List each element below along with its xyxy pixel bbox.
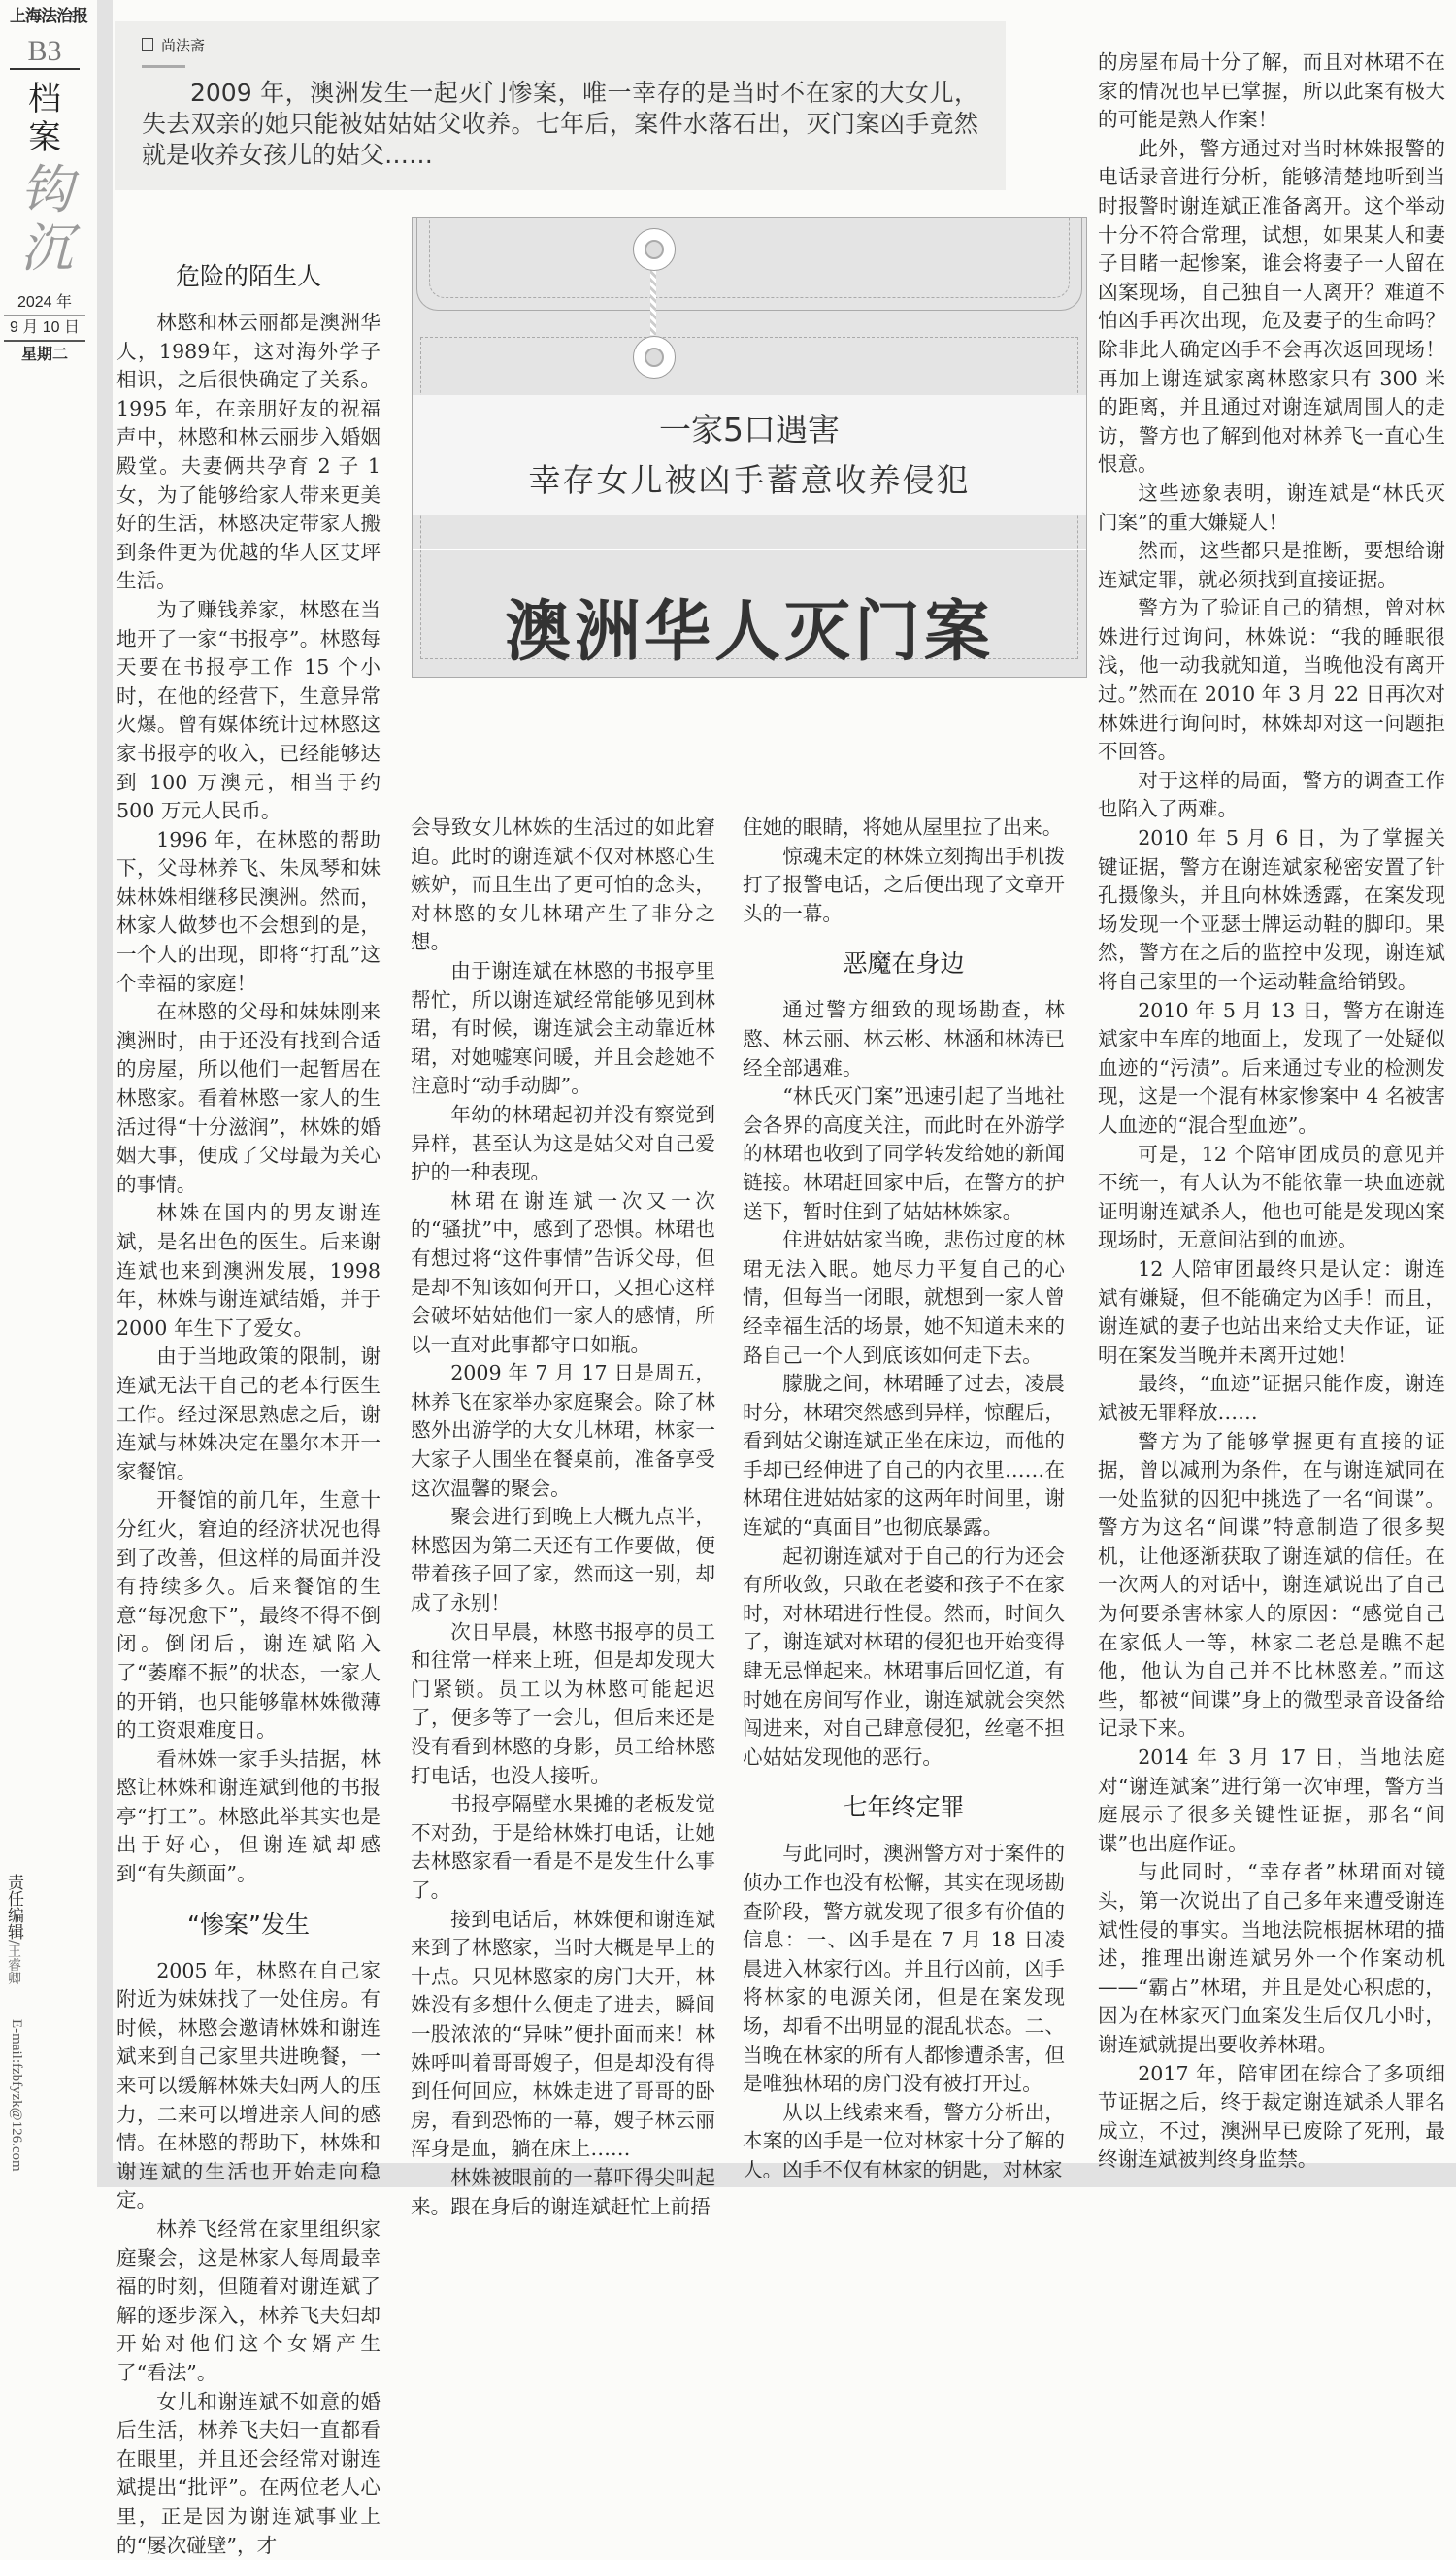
article-paragraph: 此外，警方通过对当时林姝报警的电话录音进行分析，能够清楚地听到当时报警时谢连斌正准备离开。这个举动十分不符合常理，试想，如果某人和妻子目睹一起惨案，谁会将妻子一人留在凶案现场，自己独自一人离开？难道不怕凶手再次出现，危及妻子的生命吗？除非此人确定凶手不会再次返回现场！再加上谢连斌家离林愍家只有 300 米的距离，并且通过对谢连斌周围人的走访，警方也了解到他对林养飞一直心生恨意。 <box>1098 136 1445 477</box>
article-paragraph: 为了赚钱养家，林愍在当地开了一家“书报亭”。林愍每天要在书报亭工作 15 个小时，在他的经营下，生意异常火爆。曾有媒体统计过林愍这家书报亭的收入，已经能够达到 100 万澳元，相当于约 500 万元人民币。 <box>116 597 381 823</box>
article-paragraph: 看林姝一家手头拮据，林愍让林姝和谢连斌到他的书报亭“打工”。林愍此举其实也是出于好心，但谢连斌却感到“有失颜面”。 <box>116 1746 381 1886</box>
article-paragraph: 2014 年 3 月 17 日，当地法庭对“谢连斌案”进行第一次审理，警方当庭展示了很多关键性证据，那名“间谍”也出庭作证。 <box>1098 1745 1445 1855</box>
article-paragraph: 在林愍的父母和妹妹刚来澳洲时，由于还没有找到合适的房屋，所以他们一起暂居在林愍家。看着林愍一家人的生活过得“十分滋润”，林姝的婚姻大事，便成了父母最为关心的事情。 <box>116 1000 381 1196</box>
article-paragraph: 林姝被眼前的一幕吓得尖叫起来。跟在身后的谢连斌赶忙上前捂 <box>411 2165 715 2218</box>
article-paragraph: 会导致女儿林姝的生活过的如此窘迫。此时的谢连斌不仅对林愍心生嫉妒，而且生出了更可怕的念头，对林愍的女儿林珺产生了非分之想。 <box>411 815 715 954</box>
headline-title: 澳洲华人灭门案 <box>504 593 994 671</box>
section-heading: “惨案”发生 <box>187 1910 310 1939</box>
article-paragraph: 最终，“血迹”证据只能作废，谢连斌被无罪释放…… <box>1098 1372 1445 1424</box>
article-column-2 <box>411 814 715 2221</box>
article-paragraph: 朦胧之间，林珺睡了过去，凌晨时分，林珺突然感到异样，惊醒后，看到姑父谢连斌正坐在床边，而他的手却已经伸进了自己的内衣里……在林珺住进姑姑家的这两年时间里，谢连斌的“真面目”也彻底暴露。 <box>743 1372 1065 1540</box>
column-name-secondary: 钩沉 <box>20 159 73 279</box>
square-icon <box>142 38 153 51</box>
article-paragraph: 林养飞经常在家里组织家庭聚会，这是林家人每周最幸福的时刻，但随着对谢连斌了解的逐步深入，林养飞夫妇却开始对他们这个女婿产生了“看法”。 <box>116 2217 381 2384</box>
eyelet-icon <box>633 336 676 379</box>
article-paragraph: “林氏灭门案”迅速引起了当地社会各界的高度关注，而此时在外游学的林珺也收到了同学转发给她的新闻链接。林珺赶回家中后，在警方的护送下，暂时住到了姑姑林姝家。 <box>743 1084 1065 1223</box>
flap-stitching <box>429 217 1070 298</box>
article-paragraph: 2010 年 5 月 13 日，警方在谢连斌家中车库的地面上，发现了一处疑似血迹的“污渍”。后来通过专业的检测发现，这是一个混有林家惨案中 4 名被害人血迹的“混合型血迹”。 <box>1098 998 1445 1137</box>
intro-label <box>142 35 206 68</box>
article-paragraph: 林珺在谢连斌一次又一次的“骚扰”中，感到了恐惧。林珺也有想过将“这件事情”告诉父母，但是却不知该如何开口，又担心这样会破坏姑姑他们一家人的感情，所以一直对此事都守口如瓶。 <box>411 1188 715 1356</box>
eyelet-icon <box>633 228 676 271</box>
article-paragraph: 的房屋布局十分了解，而且对林珺不在家的情况也早已掌握，所以此案有极大的可能是熟人作案！ <box>1098 50 1445 132</box>
article-paragraph: 1996 年，在林愍的帮助下，父母林养飞、朱凤琴和妹妹林姝相继移民澳洲。然而，林家人做梦也不会想到的是，一个人的出现，即将“打乱”这个幸福的家庭！ <box>116 827 381 995</box>
intro-text: 2009 年，澳洲发生一起灭门惨案，唯一幸存的是当时不在家的大女儿，失去双亲的她只能被姑姑姑父收养。七年后，案件水落石出，灭门案凶手竟然就是收养女孩儿的姑父…… <box>142 79 978 169</box>
article-paragraph: 接到电话后，林姝便和谢连斌来到了林愍家，当时大概是早上的十点。只见林愍家的房门大开，林姝没有多想什么便走了进去，瞬间一股浓浓的“异味”便扑面而来！林姝呼叫着哥哥嫂子，但是却没有得到任何回应，林姝走进了哥哥的卧房，看到恐怖的一幕，嫂子林云丽浑身是血，躺在床上…… <box>411 1907 715 2161</box>
date-year: 2024 年 <box>4 291 85 316</box>
article-paragraph: 警方为了验证自己的猜想，曾对林姝进行过询问，林姝说：“我的睡眠很浅，他一动我就知道，当晚他没有离开过。”然而在 2010 年 3 月 22 日再次对林姝进行询问时，林姝却对这一问题拒不回答。 <box>1098 596 1445 764</box>
envelope-string <box>650 267 656 335</box>
article-paragraph: 开餐馆的前几年，生意十分红火，窘迫的经济状况也得到了改善，但这样的局面并没有持续多久。后来餐馆的生意“每况愈下”，最终不得不倒闭。倒闭后，谢连斌陷入了“萎靡不振”的状态，一家人的开销，也只能够靠林姝微薄的工资艰难度日。 <box>116 1488 381 1743</box>
article-paragraph: 起初谢连斌对于自己的行为还会有所收敛，只敢在老婆和孩子不在家时，对林珺进行性侵。然而，时间久了，谢连斌对林珺的侵犯也开始变得肆无忌惮起来。林珺事后回忆道，有时她在房间写作业，谢连斌就会突然闯进来，对自己肆意侵犯，丝毫不担心姑姑发现他的恶行。 <box>743 1544 1065 1769</box>
article-paragraph: 女儿和谢连斌不如意的婚后生活，林养飞夫妇一直都看在眼里，并且还会经常对谢连斌提出“批评”。在两位老人心里，正是因为谢连斌事业上的“屡次碰壁”，才 <box>116 2389 381 2557</box>
editor-credit <box>2 1874 23 1985</box>
section-heading: 危险的陌生人 <box>175 262 321 290</box>
article-paragraph: 然而，这些都只是推断，要想给谢连斌定罪，就必须找到直接证据。 <box>1098 539 1445 591</box>
article-paragraph: 2017 年，陪审团在综合了多项细节证据之后，终于裁定谢连斌杀人罪名成立，不过，澳洲早已废除了死刑，最终谢连斌被判终身监禁。 <box>1098 2061 1445 2172</box>
article-paragraph: 由于当地政策的限制，谢连斌无法干自己的老本行医生工作。经过深思熟虑之后，谢连斌与林姝决定在墨尔本开一家餐馆。 <box>116 1345 381 1483</box>
headline-subtitle-1: 一家5口遇害 <box>659 411 840 449</box>
envelope-flap <box>416 217 1082 311</box>
article-paragraph: 住她的眼睛，将她从屋里拉了出来。 <box>743 815 1063 839</box>
section-heading: 七年终定罪 <box>843 1793 965 1822</box>
article-paragraph: 林愍和林云丽都是澳洲华人，1989年，这对海外学子相识，之后很快确定了关系。1995 年，在亲朋好友的祝福声中，林愍和林云丽步入婚姻殿堂。夫妻俩共孕育 2 子 1 女，为了能够给家人带来更美好的生活，林愍决定带家人搬到条件更为优越的华人区艾坪生活。 <box>116 311 381 593</box>
article-paragraph: 住进姑姑家当晚，悲伤过度的林珺无法入眠。她尽力平复自己的心情，但每当一闭眼，就想到一家人曾经幸福生活的场景，她不知道未来的路自己一个人到底该如何走下去。 <box>743 1228 1065 1367</box>
intro-box <box>115 21 1006 190</box>
page-sidebar <box>0 0 97 2187</box>
column-name-primary: 档案 <box>28 80 61 157</box>
headline-subtitle-2: 幸存女儿被凶手蓄意收养侵犯 <box>528 461 971 499</box>
article-paragraph: 2005 年，林愍在自己家附近为妹妹找了一处住房。有时候，林愍会邀请林姝和谢连斌来到自己家里共进晚餐，一来可以缓解林姝夫妇两人的压力，二来可以增进亲人间的感情。在林愍的帮助下，林姝和谢连斌的生活也开始走向稳定。 <box>116 1958 381 2212</box>
headline-envelope-graphic <box>412 217 1087 678</box>
article-paragraph: 从以上线索来看，警方分析出，本案的凶手是一位对林家十分了解的人。凶手不仅有林家的钥匙，对林家 <box>743 2100 1065 2181</box>
article-paragraph: 由于谢连斌在林愍的书报亭里帮忙，所以谢连斌经常能够见到林珺，有时候，谢连斌会主动靠近林珺，对她嘘寒问暖，并且会趁她不注意时“动手动脚”。 <box>411 958 715 1098</box>
article-paragraph: 2009 年 7 月 17 日是周五，林养飞在家举办家庭聚会。除了林愍外出游学的大女儿林珺，林家一大家子人围坐在餐桌前，准备享受这次温馨的聚会。 <box>411 1361 715 1500</box>
article-column-3 <box>743 814 1065 2185</box>
editor-label: 责任编辑 <box>4 1874 23 1940</box>
article-paragraph: 通过警方细致的现场勘查，林愍、林云丽、林云彬、林涵和林涛已经全部遇难。 <box>743 998 1065 1080</box>
article-paragraph: 林姝在国内的男友谢连斌，是名出色的医生。后来谢连斌也来到澳洲发展，1998 年，林姝与谢连斌结婚，并于 2000 年生下了爱女。 <box>116 1201 381 1340</box>
date-month-day: 9 月 10 日 <box>4 316 85 342</box>
article-paragraph: 与此同时，澳洲警方对于案件的侦办工作也没有松懈，其实在现场勘查阶段，警方就发现了很多有价值的信息：一、凶手是在 7 月 18 日凌晨进入林家行凶。并且行凶前，凶手将林家的电源关闭，但是在案发现场，却看不出明显的混乱状态。二、当晚在林家的所有人都惨遭杀害，但是唯独林珺的房门没有被打开过。 <box>743 1842 1065 2096</box>
section-heading: 恶魔在身边 <box>843 949 965 979</box>
date-weekday: 星期二 <box>20 345 68 363</box>
article-paragraph: 次日早晨，林愍书报亭的员工和往常一样来上班，但是却发现大门紧锁。员工以为林愍可能起迟了，便多等了一会儿，但后来还是没有看到林愍的身影，员工给林愍打电话，也没人接听。 <box>411 1619 715 1787</box>
article-column-4 <box>1098 49 1445 2175</box>
article-paragraph: 对于这样的局面，警方的调查工作也陷入了两难。 <box>1098 768 1445 821</box>
article-paragraph: 可是，12 个陪审团成员的意见并不统一，有人认为不能依靠一块血迹就证明谢连斌杀人，他也可能是发现凶案现场时，无意间沾到的血迹。 <box>1098 1142 1445 1252</box>
article-paragraph: 警方为了能够掌握更有直接的证据，曾以减刑为条件，在与谢连斌同在一处监狱的囚犯中挑选了一名“间谍”。警方为这名“间谍”特意制造了很多契机，让他逐渐获取了谢连斌的信任。在一次两人的对话中，谢连斌说出了自己为何要杀害林家人的原因：“感觉自己在家低人一等，林家二老总是瞧不起他，他认为自己并不比林愍差。”而这些，都被“间谍”身上的微型录音设备给记录下来。 <box>1098 1429 1445 1741</box>
newspaper-masthead: 上海法治报 <box>10 7 87 26</box>
article-paragraph: 书报亭隔壁水果摊的老板发觉不对劲，于是给林姝打电话，让她去林愍家看一看是不是发生什么事了。 <box>411 1792 715 1902</box>
article-paragraph: 这些迹象表明，谢连斌是“林氏灭门案”的重大嫌疑人！ <box>1098 481 1445 534</box>
page-edge-shadow <box>97 0 113 2187</box>
article-paragraph: 聚会进行到晚上大概九点半，林愍因为第二天还有工作要做，便带着孩子回了家，然而这一别，却成了永别！ <box>411 1505 715 1615</box>
article-paragraph: 年幼的林珺起初并没有察觉到异样，甚至认为这是姑父对自己爱护的一种表现。 <box>411 1102 715 1184</box>
intro-label-text: 尚法斋 <box>161 37 206 54</box>
article-paragraph: 惊魂未定的林姝立刻掏出手机拨打了报警电话，之后便出现了文章开头的一幕。 <box>743 844 1065 925</box>
editor-email: E-mail:fzbfyzk@126.com <box>9 2019 24 2172</box>
editor-name: /王睿卿 <box>6 1940 21 1985</box>
article-paragraph: 12 人陪审团最终只是认定：谢连斌有嫌疑，但不能确定为凶手！而且，谢连斌的妻子也站出来给丈夫作证，证明在案发当晚并未离开过她！ <box>1098 1256 1445 1367</box>
article-paragraph: 与此同时，“幸存者”林珺面对镜头，第一次说出了自己多年来遭受谢连斌性侵的事实。当地法院根据林珺的描述，推理出谢连斌另外一个作案动机——“霸占”林珺，并且是处心积虑的，因为在林家灭门血案发生后仅几小时，谢连斌就提出要收养林珺。 <box>1098 1860 1445 2056</box>
article-column-1 <box>116 241 381 2560</box>
article-paragraph: 2010 年 5 月 6 日，为了掌握关键证据，警方在谢连斌家秘密安置了针孔摄像头，并且向林姝透露，在案发现场发现一个亚瑟士牌运动鞋的脚印。果然，警方在之后的监控中发现，谢连斌将自己家里的一个运动鞋盒给销毁。 <box>1098 826 1445 993</box>
page-number: B3 <box>10 35 80 70</box>
